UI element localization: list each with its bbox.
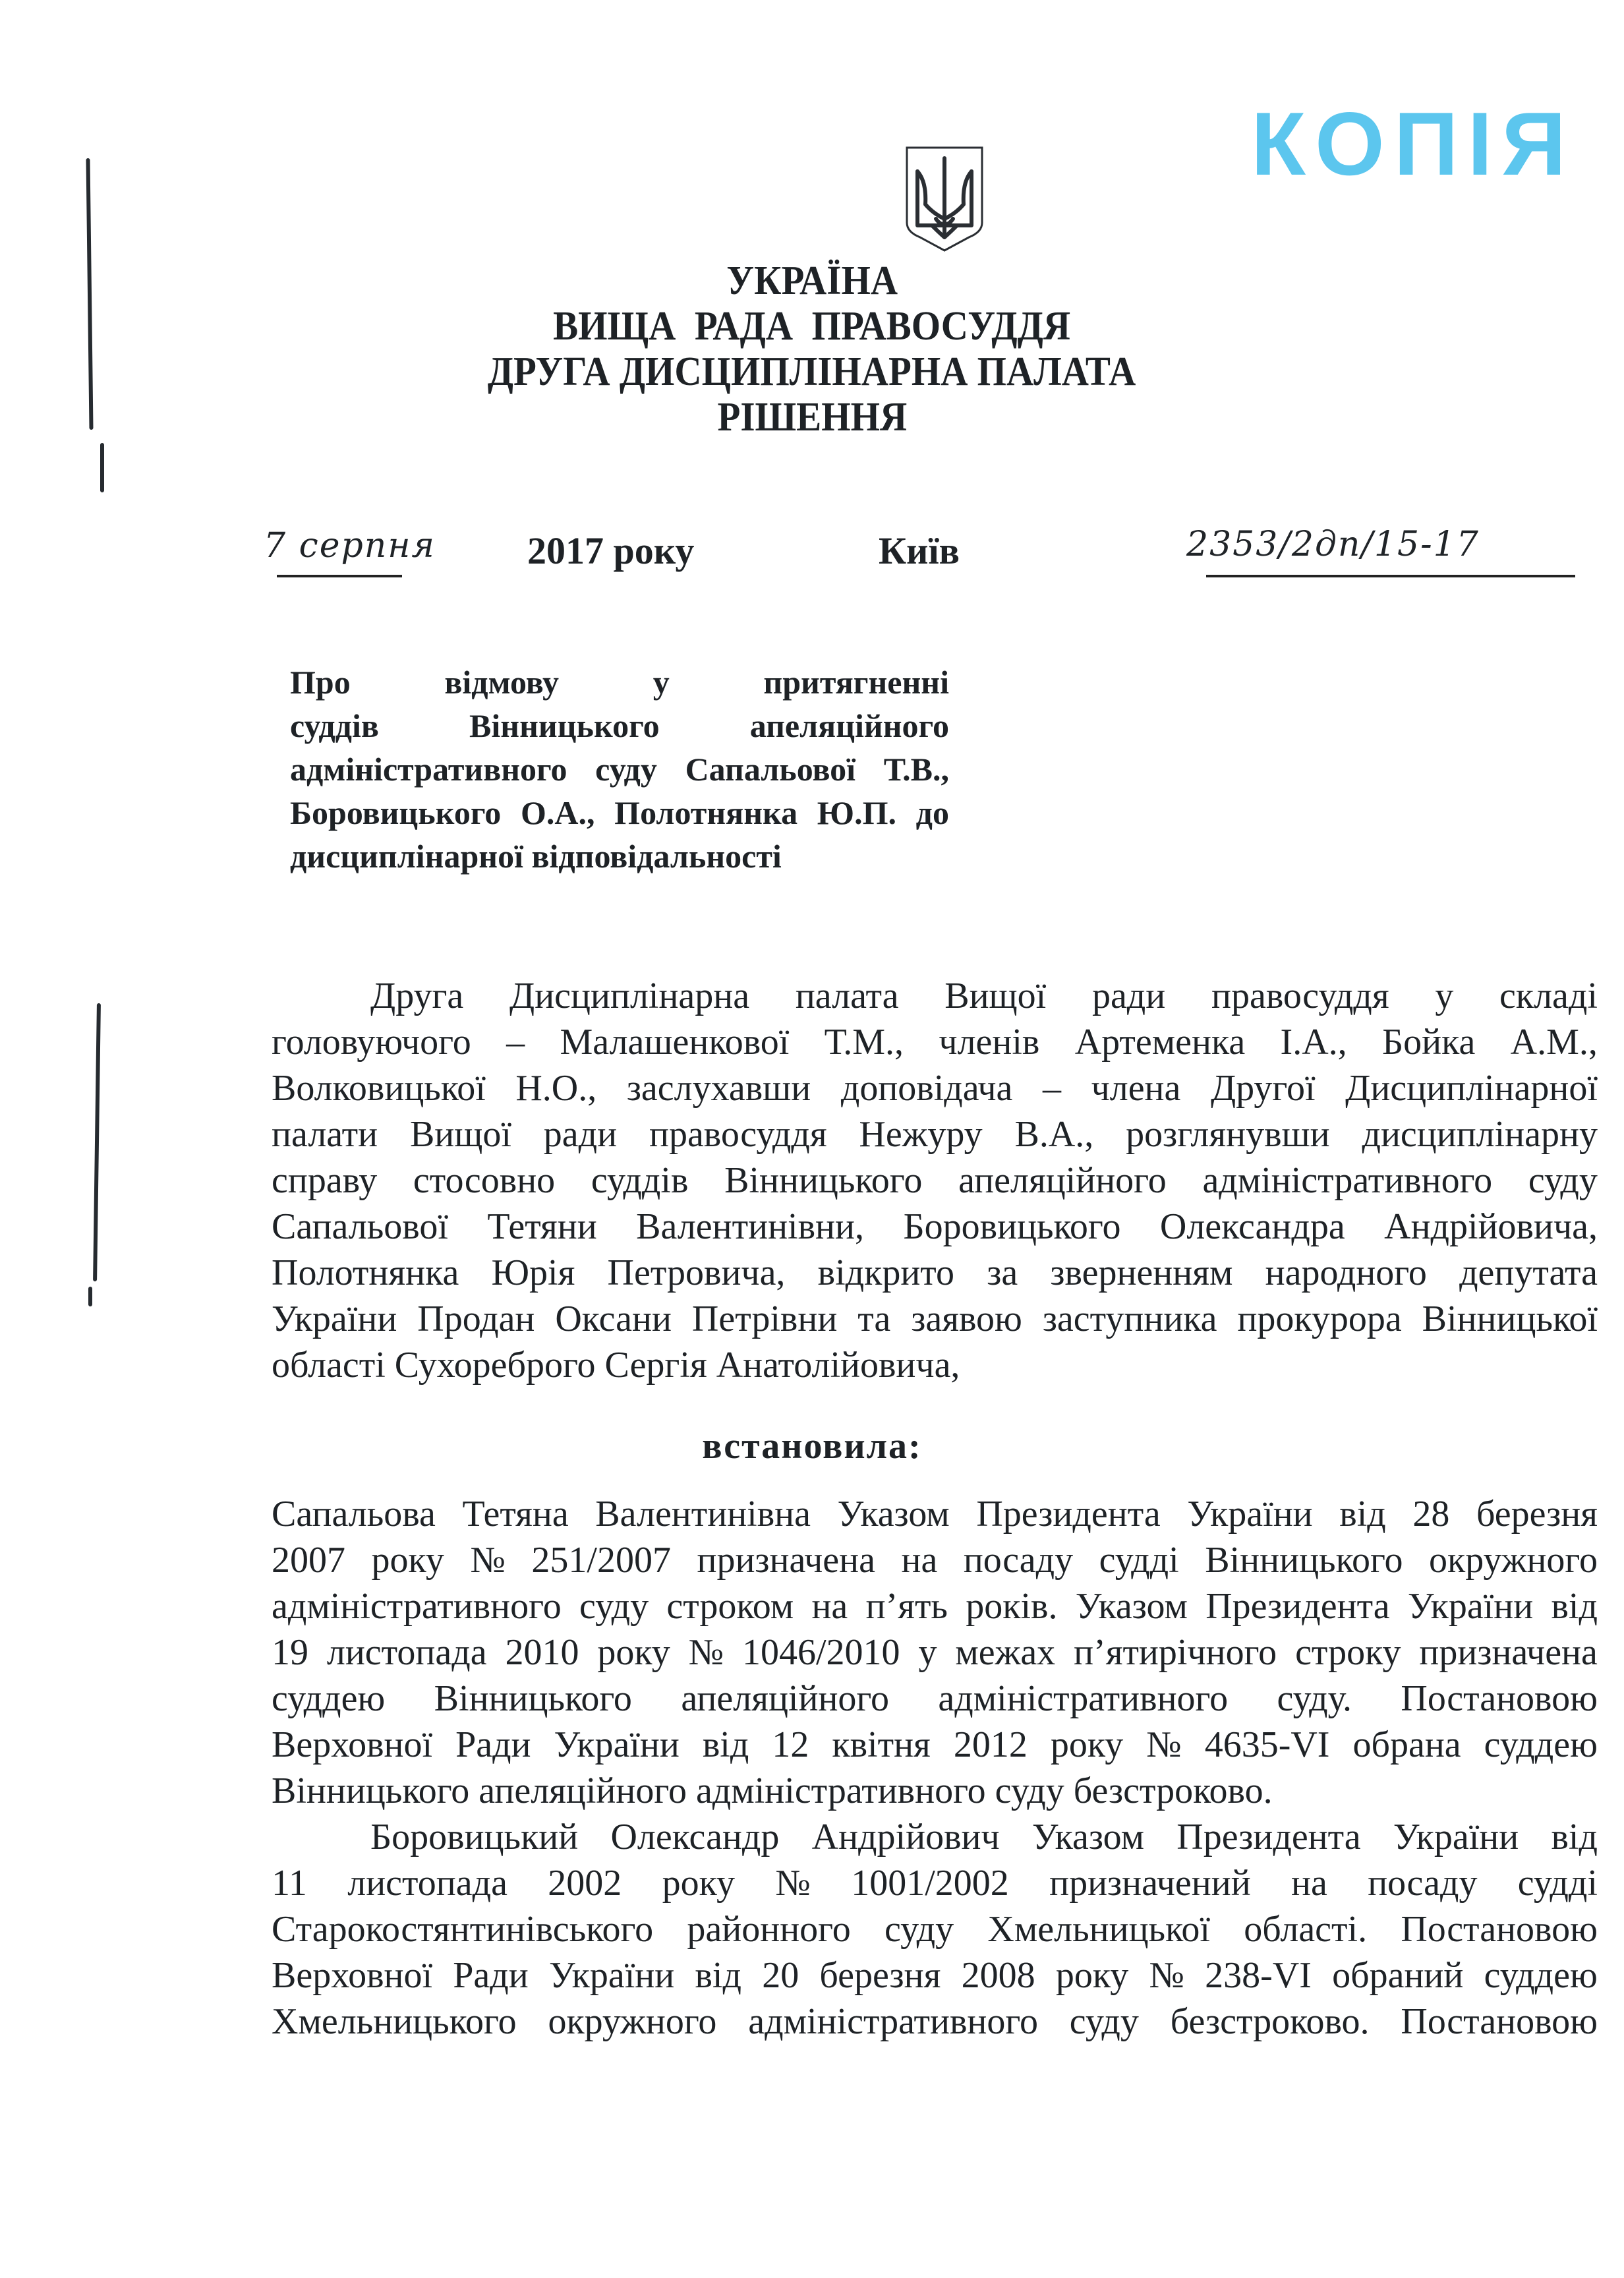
word: Юрія (491, 1252, 575, 1293)
word: Вінницького (434, 1678, 632, 1719)
word: заявою (911, 1299, 1022, 1339)
word: строку (1295, 1632, 1401, 1673)
word: Полотнянка (614, 794, 798, 831)
paragraph-line (272, 1491, 1598, 1537)
word: стосовно (413, 1160, 556, 1201)
chamber-title: ДРУГА ДИСЦИПЛІНАРНА ПАЛАТА (488, 349, 1136, 394)
word: 20 (762, 1955, 799, 1996)
word: року (371, 1540, 444, 1581)
word: членів (939, 1022, 1040, 1063)
word: палати (272, 1114, 378, 1155)
word: у (1435, 976, 1454, 1016)
paragraph-line (272, 973, 1598, 1019)
paragraph-line (272, 1860, 1598, 1906)
word: Т.В., (883, 751, 949, 788)
word: судді (1099, 1540, 1179, 1581)
word: 4635-VI (1204, 1724, 1330, 1765)
word: 28 (1412, 1494, 1450, 1534)
word: суддею (1484, 1724, 1598, 1765)
word: № (775, 1863, 811, 1904)
paragraph-line (272, 1583, 1598, 1629)
word: Вінницького (1205, 1540, 1403, 1581)
word: суду (1069, 2001, 1139, 2042)
council-title: ВИЩА РАДА ПРАВОСУДДЯ (553, 304, 1071, 349)
handwritten-registration-number: 2353/2дп/15-17 (1186, 525, 1480, 564)
word: апеляційного (958, 1160, 1167, 1201)
word: та (857, 1299, 891, 1339)
word: Вищої (409, 1114, 511, 1155)
word: Андрійовича, (1384, 1206, 1598, 1247)
word: року (1055, 1955, 1129, 1996)
word: на (901, 1540, 938, 1581)
intro-paragraph (272, 973, 1598, 1388)
word: Ради (453, 1955, 529, 1996)
subject-line (290, 747, 949, 791)
word: листопада (347, 1863, 508, 1904)
paragraph-line (272, 1906, 1598, 1952)
word: на (811, 1586, 848, 1627)
word: років. (966, 1586, 1058, 1627)
word: № (1146, 1724, 1182, 1765)
word: призначений (1049, 1863, 1251, 1904)
word: суду (1528, 1160, 1598, 1201)
word: квітня (832, 1724, 931, 1765)
word: Вінницького (469, 707, 660, 744)
city-text: Київ (879, 529, 960, 572)
word: справу (272, 1160, 378, 1201)
word: Сапальової (685, 751, 856, 788)
word: розглянувши (1126, 1114, 1330, 1155)
word: суддів (290, 707, 379, 744)
word: адміністративного (1202, 1160, 1493, 1201)
word: Оксани (555, 1299, 672, 1339)
word: Вінницької (1422, 1299, 1598, 1339)
word: адміністративного (748, 2001, 1038, 2042)
word: адміністративного (938, 1678, 1229, 1719)
word: березня (819, 1955, 941, 1996)
word: України (548, 1955, 675, 1996)
word: суддів (591, 1160, 689, 1201)
paragraph-line (272, 1629, 1598, 1676)
word: України (554, 1724, 680, 1765)
sapalova-paragraph (272, 1491, 1598, 1814)
word: Олександра (1159, 1206, 1345, 1247)
word: Т.М., (824, 1022, 904, 1063)
word: Петрівни (691, 1299, 838, 1339)
handwritten-date: 7 серпня (264, 526, 436, 566)
word: Андрійович (811, 1817, 1000, 1857)
word: Хмельницького (272, 2001, 517, 2042)
year-text: 2017 року (527, 529, 695, 572)
subject-line (290, 704, 949, 747)
word: у (918, 1632, 937, 1673)
word: України (1393, 1817, 1519, 1857)
word: Валентинівни, (636, 1206, 864, 1247)
subject-line (290, 791, 949, 834)
word: суду (579, 1586, 649, 1627)
paragraph-line (272, 1722, 1598, 1768)
word: п’ятирічного (1074, 1632, 1277, 1673)
word: В.А., (1014, 1114, 1094, 1155)
word: № (470, 1540, 506, 1581)
word: Дисциплінарної (1345, 1068, 1598, 1109)
word: Постановою (1401, 1909, 1598, 1950)
word: безстроково. (1170, 2001, 1370, 2042)
word: доповідача (840, 1068, 1013, 1109)
word: Старокостянтинівського (272, 1909, 654, 1950)
word: Сапальова (272, 1494, 436, 1534)
word: Н.О., (515, 1068, 597, 1109)
word: ради (1091, 976, 1166, 1016)
word: Дисциплінарна (509, 976, 750, 1016)
word: заслухавши (626, 1068, 811, 1109)
word: відкрито (817, 1252, 955, 1293)
binding-margin-line (100, 443, 104, 492)
word: межах (955, 1632, 1056, 1673)
word: заступника (1042, 1299, 1217, 1339)
word: 251/2007 (531, 1540, 671, 1581)
word: Малашенкової (560, 1022, 790, 1063)
word: від (1551, 1586, 1598, 1627)
word: адміністративного (290, 751, 567, 788)
word: головуючого (272, 1022, 471, 1063)
word: 2010 (505, 1632, 579, 1673)
word: Волковицької (272, 1068, 486, 1109)
word: суду (884, 1909, 954, 1950)
word: суду. (1277, 1678, 1352, 1719)
word: О.А., (520, 794, 595, 831)
word: прокурора (1237, 1299, 1402, 1339)
word: року (1050, 1724, 1124, 1765)
word: листопада (326, 1632, 487, 1673)
tryzub-coat-of-arms-icon (903, 145, 986, 256)
paragraph-line (272, 1952, 1598, 1999)
word: року (597, 1632, 670, 1673)
word: обраний (1332, 1955, 1464, 1996)
word: призначена (697, 1540, 875, 1581)
paragraph-line (272, 1296, 1598, 1342)
word: суду (595, 751, 657, 788)
decision-subject (290, 660, 949, 878)
subject-line (290, 660, 949, 704)
document-type-title: РІШЕННЯ (717, 395, 907, 440)
word: Другої (1210, 1068, 1316, 1109)
word: Верховної (272, 1724, 433, 1765)
word: складі (1499, 976, 1598, 1016)
word: Президента (976, 1494, 1161, 1534)
word: призначена (1419, 1632, 1598, 1673)
word: А.М., (1510, 1022, 1598, 1063)
word: області. (1244, 1909, 1368, 1950)
word: Бойка (1381, 1022, 1476, 1063)
word: суддею (272, 1678, 386, 1719)
word: адміністративного (272, 1586, 562, 1627)
paragraph-line (272, 1814, 1598, 1860)
word: апеляційного (749, 707, 949, 744)
paragraph-line: Вінницького апеляційного адміністративного суду безстроково. (272, 1770, 1273, 1811)
word: Друга (370, 976, 464, 1016)
word: України (1187, 1494, 1313, 1534)
word: Артеменка (1074, 1022, 1246, 1063)
word: Президента (1176, 1817, 1361, 1857)
paragraph-line (272, 1019, 1598, 1065)
paragraph-line (272, 1250, 1598, 1296)
paragraph-line (272, 1065, 1598, 1111)
document-header (0, 258, 1624, 440)
word: правосуддя (1211, 976, 1389, 1016)
paragraph-line (272, 1111, 1598, 1157)
word: Постановою (1401, 2001, 1598, 2042)
paragraph-line (272, 1157, 1598, 1204)
word: 2012 (953, 1724, 1028, 1765)
word: Постановою (1401, 1678, 1598, 1719)
country-title: УКРАЇНА (726, 258, 898, 303)
word: Ю.П. (817, 794, 896, 831)
word: за (987, 1252, 1018, 1293)
word: у (652, 664, 670, 701)
word: до (915, 794, 949, 831)
word: Полотнянка (272, 1252, 459, 1293)
word: обрана (1352, 1724, 1461, 1765)
word: І.А., (1280, 1022, 1347, 1063)
word: від (695, 1955, 741, 1996)
word: від (1339, 1494, 1386, 1534)
word: ради (543, 1114, 618, 1155)
word: посаду (963, 1540, 1074, 1581)
word: Президента (1205, 1586, 1390, 1627)
word: Указом (1031, 1817, 1145, 1857)
word: – (1043, 1068, 1061, 1109)
word: народного (1265, 1252, 1427, 1293)
word: Указом (837, 1494, 950, 1534)
paragraph-line (272, 1204, 1598, 1250)
word: Нежуру (859, 1114, 983, 1155)
word: судді (1517, 1863, 1598, 1904)
word: № (688, 1632, 724, 1673)
word: 2008 (961, 1955, 1035, 1996)
word: 11 (272, 1863, 307, 1904)
word: України (1407, 1586, 1534, 1627)
date-row (264, 521, 1608, 600)
paragraph-line (272, 1999, 1598, 2045)
word: зверненням (1050, 1252, 1233, 1293)
word: правосуддя (649, 1114, 827, 1155)
word: палата (795, 976, 899, 1016)
word: Боровицького (290, 794, 502, 831)
word: 1001/2002 (851, 1863, 1009, 1904)
word: 2002 (548, 1863, 622, 1904)
word: 19 (272, 1632, 308, 1673)
word: Петровича, (607, 1252, 786, 1293)
established-heading: встановила: (702, 1426, 922, 1467)
word: Боровицького (903, 1206, 1121, 1247)
word: дисциплінарну (1362, 1114, 1598, 1155)
word: окружного (1429, 1540, 1598, 1581)
word: 2007 (272, 1540, 345, 1581)
word: року (662, 1863, 736, 1904)
word: Вінницького (724, 1160, 923, 1201)
word: № (1149, 1955, 1184, 1996)
word: Ради (455, 1724, 531, 1765)
word: березня (1476, 1494, 1598, 1534)
word: 1046/2010 (742, 1632, 900, 1673)
word: Сапальової (272, 1206, 448, 1247)
word: Верховної (272, 1955, 433, 1996)
word: відмову (444, 664, 560, 701)
binding-margin-line (93, 1003, 101, 1281)
word: Вищої (944, 976, 1047, 1016)
copy-stamp: КОПІЯ (1251, 94, 1576, 194)
word: Боровицький (370, 1817, 579, 1857)
word: Олександр (610, 1817, 780, 1857)
word: Продан (417, 1299, 535, 1339)
registration-number-underline (1206, 575, 1575, 577)
word: 12 (772, 1724, 809, 1765)
word: Тетяна (462, 1494, 569, 1534)
word: притягненні (763, 664, 949, 701)
date-underline (277, 575, 402, 577)
word: районного (687, 1909, 851, 1950)
word: України (272, 1299, 397, 1339)
subject-line: дисциплінарної відповідальності (290, 838, 782, 875)
word: суддею (1484, 1955, 1598, 1996)
word: Валентинівна (595, 1494, 811, 1534)
word: строком (666, 1586, 794, 1627)
word: депутата (1459, 1252, 1598, 1293)
word: Тетяни (487, 1206, 597, 1247)
binding-margin-line (88, 1287, 92, 1306)
word: від (702, 1724, 749, 1765)
paragraph-line (272, 1676, 1598, 1722)
word: – (506, 1022, 525, 1063)
word: Хмельницької (987, 1909, 1210, 1950)
word: від (1551, 1817, 1598, 1857)
word: п’ять (865, 1586, 948, 1627)
word: 238-VI (1205, 1955, 1312, 1996)
paragraph-line: області Сухореброго Сергія Анатолійовича, (272, 1345, 960, 1386)
borovytskyi-paragraph (272, 1814, 1598, 2045)
word: посаду (1368, 1863, 1478, 1904)
word: на (1291, 1863, 1327, 1904)
word: Про (290, 664, 351, 701)
word: апеляційного (681, 1678, 889, 1719)
word: члена (1091, 1068, 1181, 1109)
word: Указом (1075, 1586, 1188, 1627)
word: окружного (548, 2001, 717, 2042)
paragraph-line (272, 1537, 1598, 1583)
